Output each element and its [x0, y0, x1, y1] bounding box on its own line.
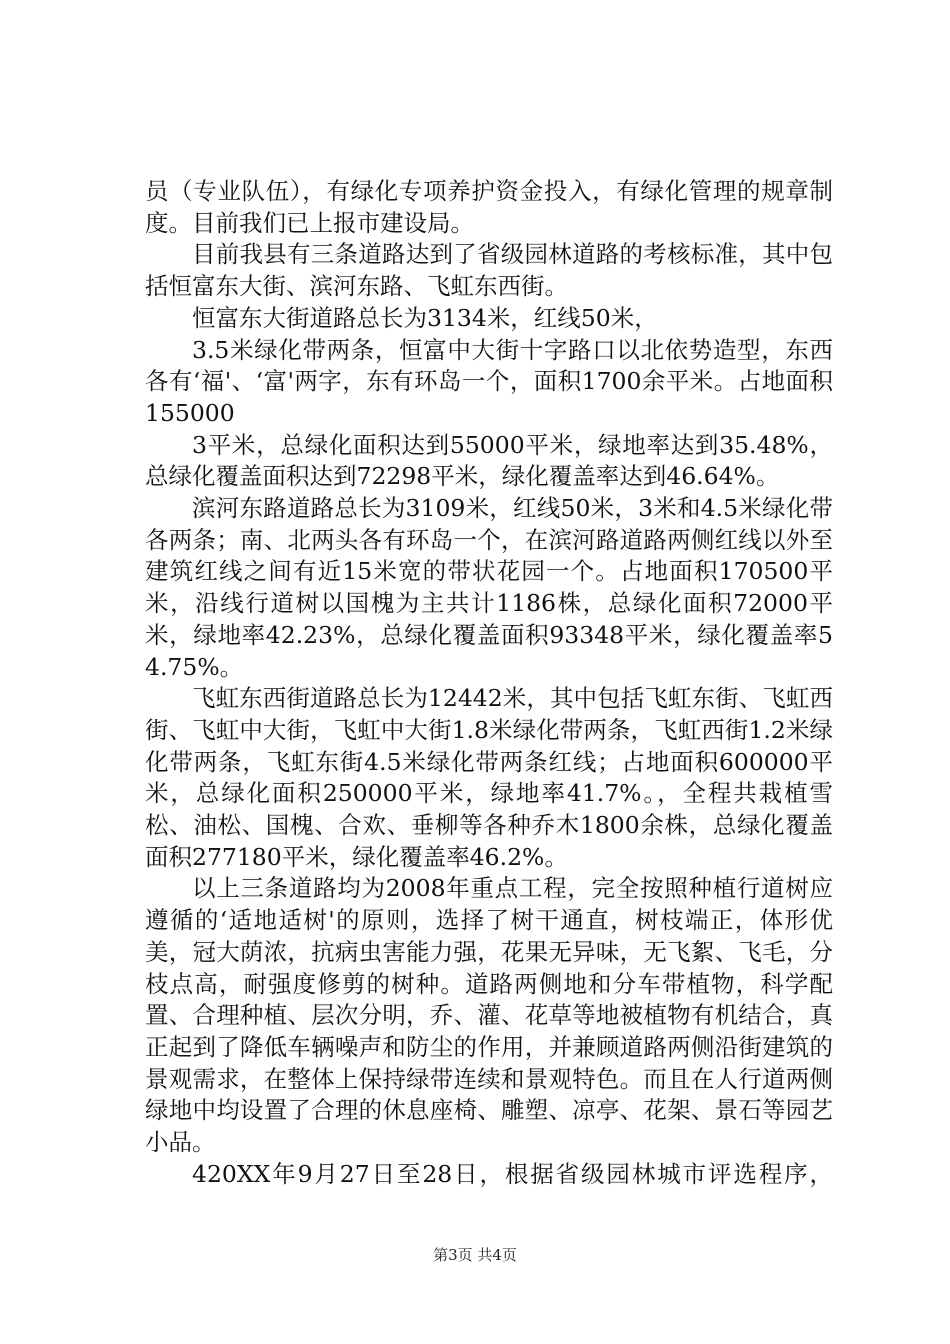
paragraph-evaluation: 420XX年9月27日至28日，根据省级园林城市评选程序，: [192, 1159, 833, 1188]
page-number: 第3页 共4页: [433, 1246, 517, 1264]
paragraph-hengfu-length: 恒富东大街道路总长为3134米，红线50米，: [192, 303, 658, 332]
document-body: [145, 176, 833, 1191]
paragraph-roads-intro: 目前我县有三条道路达到了省级园林道路的考核标准，其中包括恒富东大街、滨河东路、飞虹东西街。: [145, 240, 833, 301]
paragraph-roads-summary: 以上三条道路均为2008年重点工程，完全按照种植行道树应遵循的‘适地适树'的原则，选择了树干通直，树枝端正，体形优美，冠大荫浓，抗病虫害能力强，花果无异味，无飞絮、飞毛，分枝点高，耐强度修剪的树种。道路两侧地和分车带植物，科学配置、合理种植、层次分明，乔、灌、花草等地被植物有机结合，真正起到了降低车辆噪声和防尘的作用，并兼顾道路两侧沿街建筑的景观需求，在整体上保持绿带连续和景观特色。而且在人行道两侧绿地中均设置了合理的休息座椅、雕塑、凉亭、花架、景石等园艺小品。: [145, 874, 833, 1157]
paragraph-hengfu-green-rate: 3平米，总绿化面积达到55000平米，绿地率达到35.48%，总绿化覆盖面积达到72298平米，绿化覆盖率达到46.64%。: [145, 430, 833, 491]
paragraph-feihong-street: 飞虹东西街道路总长为12442米，其中包括飞虹东街、飞虹西街、飞虹中大街，飞虹中大街1.8米绿化带两条，飞虹西街1.2米绿化带两条，飞虹东街4.5米绿化带两条红线；占地面积600000平米，总绿化面积250000平米，绿地率41.7%。，全程共栽植雪松、油松、国槐、合欢、垂柳等各种乔木1800余株，总绿化覆盖面积277180平米，绿化覆盖率46.2%。: [145, 684, 833, 871]
paragraph-continuation: 员（专业队伍），有绿化专项养护资金投入，有绿化管理的规章制度。目前我们已上报市建设局。: [145, 177, 833, 237]
paragraph-hengfu-details: 3.5米绿化带两条，恒富中大街十字路口以北依势造型，东西各有‘福'、‘富'两字，东有环岛一个，面积1700余平米。占地面积155000: [145, 335, 833, 427]
paragraph-binhe-road: 滨河东路道路总长为3109米，红线50米，3米和4.5米绿化带各两条；南、北两头各有环岛一个，在滨河路道路两侧红线以外至建筑红线之间有近15米宽的带状花园一个。占地面积170500平米，沿线行道树以国槐为主共计1186株，总绿化面积72000平米，绿地率42.23%，总绿化覆盖面积93348平米，绿化覆盖率54.75%。: [145, 494, 833, 681]
